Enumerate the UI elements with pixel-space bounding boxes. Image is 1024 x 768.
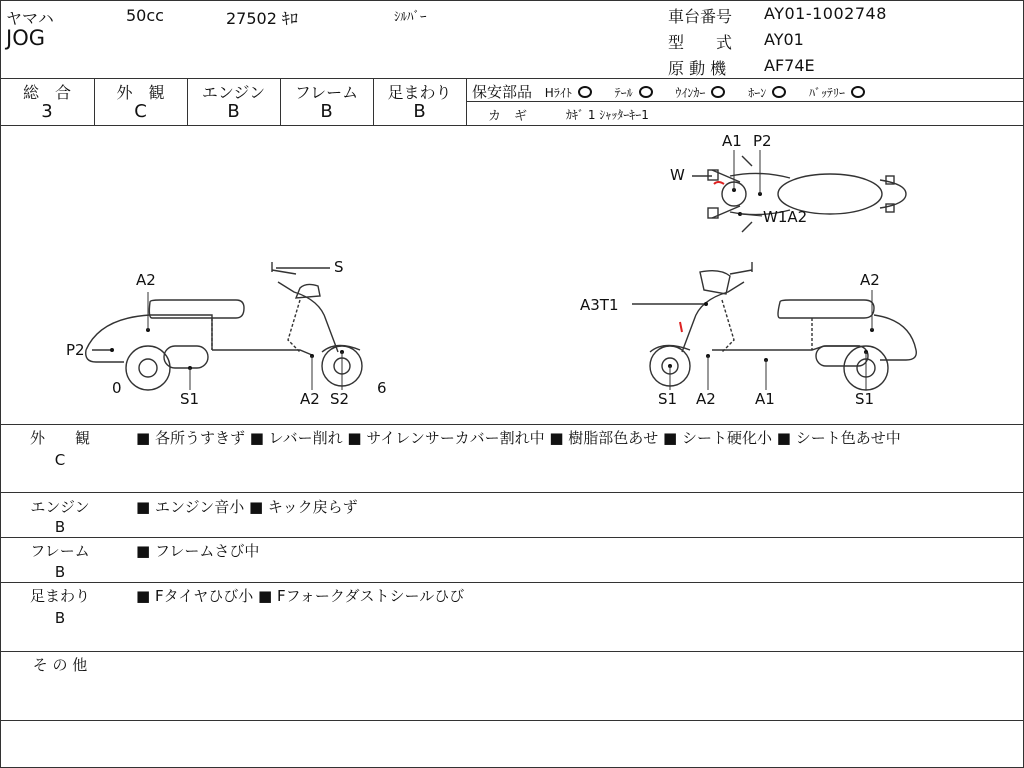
grade-value-engine: B [227, 101, 240, 122]
diagram-label: A2 [860, 271, 880, 289]
diagram-label: A1 [755, 390, 775, 408]
safety-item-headlight: Hﾗｲﾄ [545, 86, 592, 100]
safety-item-tail: ﾃｰﾙ [615, 86, 653, 100]
grade-value-frame: B [320, 101, 333, 122]
diagram-label: S1 [658, 390, 678, 408]
diagram-label: 0 [112, 379, 122, 397]
type-label: 型 式 [668, 33, 733, 52]
grade-header-suspension: 足まわり [387, 83, 452, 102]
remark-text: ■ フレームさび中 [136, 542, 260, 560]
remark-grade: C [54, 451, 66, 469]
engine-label: 原 動 機 [668, 59, 727, 78]
diagram-label: S1 [855, 390, 875, 408]
grade-header-engine: エンジン [201, 83, 266, 102]
key-value: ｶｷﾞ 1 ｼｬｯﾀｰｷｰ1 [566, 108, 649, 122]
ok-circle-icon [772, 86, 786, 98]
ok-circle-icon [578, 86, 592, 98]
grade-value-suspension: B [413, 101, 426, 122]
diagram-label: S1 [180, 390, 200, 408]
ok-circle-icon [851, 86, 865, 98]
maker: ヤマハ [6, 9, 54, 28]
diagram-label: A3T1 [580, 296, 619, 314]
safety-item-horn: ﾎｰﾝ [748, 86, 786, 100]
type-value: AY01 [764, 30, 804, 49]
diagram-label: W1A2 [763, 208, 808, 226]
grade-value-overall: 3 [41, 101, 53, 122]
safety-parts-row [472, 81, 865, 102]
mileage: 27502 ｷﾛ [226, 9, 298, 28]
diagram-label: W [670, 166, 685, 184]
grade-value-exterior: C [134, 101, 147, 122]
diagram-label: P2 [66, 341, 85, 359]
remark-grade: B [54, 563, 66, 581]
diagram-label: A2 [696, 390, 716, 408]
remark-title: フレーム [30, 542, 90, 560]
diagram-label: A2 [136, 271, 156, 289]
diagram-label: A1 [722, 132, 742, 150]
remark-text: ■ 各所うすきず ■ レバー削れ ■ サイレンサーカバー割れ中 ■ 樹脂部色あせ ■ シート硬化小 ■ シート色あせ中 [136, 429, 901, 447]
grade-header-frame: フレーム [294, 83, 359, 102]
diagram-label: P2 [753, 132, 772, 150]
remark-title: 外 観 [29, 429, 90, 447]
color: ｼﾙﾊﾞｰ [394, 10, 427, 25]
key-label: カ ギ [488, 109, 528, 124]
safety-label: 保安部品 [472, 83, 533, 101]
diagram-label: S [334, 258, 344, 276]
frame-no-label: 車台番号 [668, 7, 733, 26]
remark-title: そ の 他 [32, 656, 88, 674]
frame-no: AY01-1002748 [764, 4, 887, 23]
remark-grade: B [54, 609, 66, 627]
left-scooter-outline [86, 262, 362, 390]
diagram-label: S2 [330, 390, 350, 408]
remark-text: ■ Fタイヤひび小 ■ Fフォークダストシールひび [136, 587, 465, 605]
remark-text: ■ エンジン音小 ■ キック戻らず [136, 498, 358, 516]
remark-title: エンジン [30, 498, 90, 516]
grade-header-exterior: 外 観 [116, 83, 165, 102]
engine-value: AF74E [764, 56, 815, 75]
diagram-label: 6 [377, 379, 387, 397]
ok-circle-icon [639, 86, 653, 98]
diagram-label: A2 [300, 390, 320, 408]
remark-title: 足まわり [29, 587, 90, 605]
safety-item-winker: ｳｲﾝｶｰ [675, 86, 725, 100]
ok-circle-icon [711, 86, 725, 98]
model-name: JOG [6, 26, 45, 50]
remark-grade: B [54, 518, 66, 536]
displacement: 50cc [126, 6, 164, 25]
grade-header-overall: 総 合 [22, 83, 71, 102]
safety-item-battery: ﾊﾞｯﾃﾘｰ [809, 86, 865, 100]
